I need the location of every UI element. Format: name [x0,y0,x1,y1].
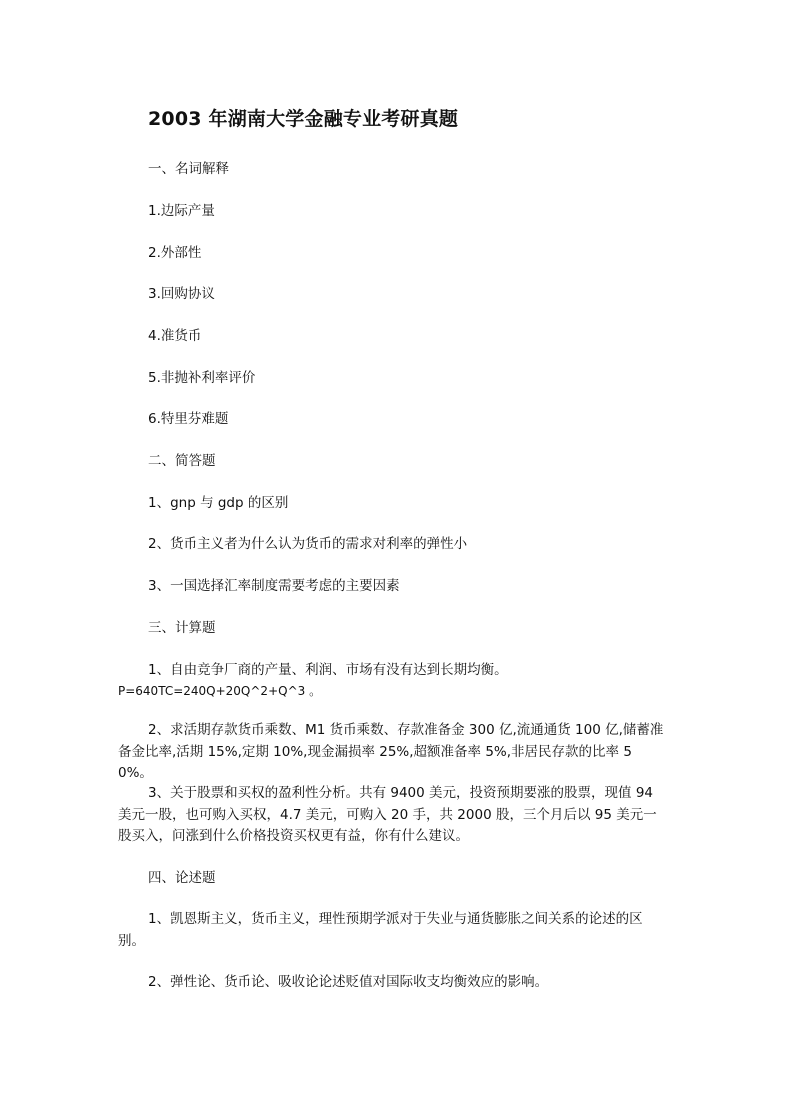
section-heading-short-answer: 二、简答题 [148,453,216,469]
calculation-formula: P=640TC=240Q+20Q^2+Q^3 。 [118,684,322,698]
essay-question: 1、凯恩斯主义，货币主义，理性预期学派对于失业与通货膨胀之间关系的论述的区别。 [118,911,643,949]
calculation-question: 2、求活期存款货币乘数、M1 货币乘数、存款准备金 300 亿,流通通货 100 亿,储蓄准备金比率,活期 15%,定期 10%,现金漏损率 25%,超额准备率 5%,非居民存款的比率 50%。 [118,722,664,781]
section-heading-terms: 一、名词解释 [148,161,229,177]
page-title: 2003 年湖南大学金融专业考研真题 [148,108,459,130]
term-item: 3.回购协议 [148,286,215,302]
calculation-question: 3、关于股票和买权的盈利性分析。共有 9400 美元，投资预期要涨的股票，现值 94 美元一股，也可购入买权，4.7 美元，可购入 20 手，共 2000 股，三个月后以 95 美元一股买入，问涨到什么价格投资买权更有益，你有什么建议。 [118,785,657,844]
term-item: 4.准货币 [148,328,202,344]
term-item: 5.非抛补利率评价 [148,370,256,386]
essay-question: 2、弹性论、货币论、吸收论论述贬值对国际收支均衡效应的影响。 [148,974,549,990]
short-answer-question: 3、一国选择汇率制度需要考虑的主要因素 [148,578,400,594]
calculation-question: 1、自由竞争厂商的产量、利润、市场有没有达到长期均衡。 [148,662,508,678]
term-item: 2.外部性 [148,245,202,261]
term-item: 1.边际产量 [148,203,215,219]
short-answer-question: 1、gnp 与 gdp 的区别 [148,495,289,511]
section-heading-essay: 四、论述题 [148,870,216,886]
short-answer-question: 2、货币主义者为什么认为货币的需求对利率的弹性小 [148,536,468,552]
section-heading-calculation: 三、计算题 [148,620,216,636]
term-item: 6.特里芬难题 [148,411,229,427]
